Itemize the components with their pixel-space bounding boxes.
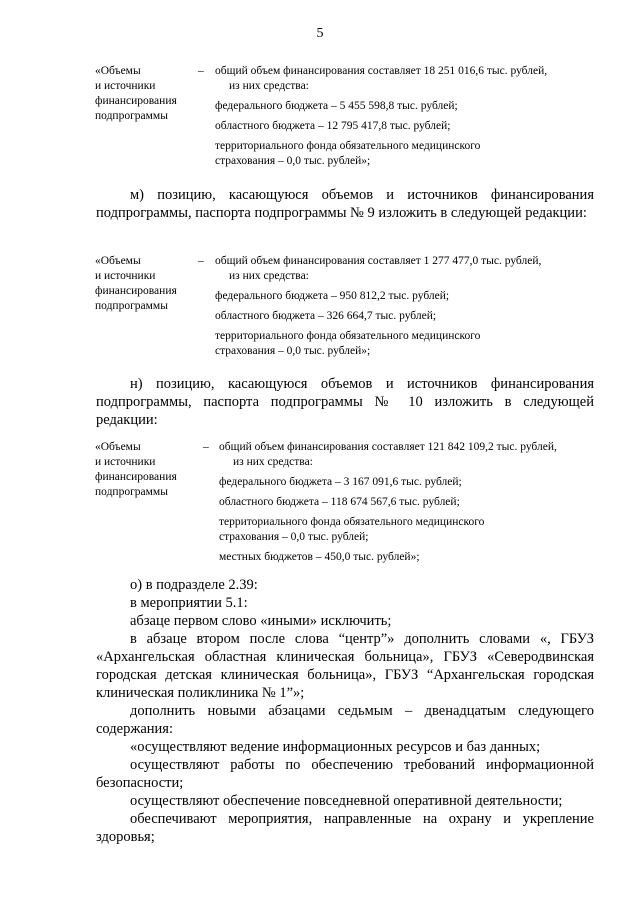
paragraph-q2: осуществляют работы по обеспечению требований информационной безопасности;	[96, 757, 594, 791]
block-body: общий объем финансирования составляет 121 842 109,2 тыс. рублей, из них средства: федерального бюджета – 3 167 091,6 тыс. рублей; областного бюджета – 118 674 567,6 тыс. рублей; территориального фонда обязательного медицинского страхования – 0,0 тыс. рублей; местных бюджетов – 450,0 тыс. рублей»;	[219, 441, 557, 563]
paragraph-abz2: в абзаце втором после слова “центр”» дополнить словами «, ГБУЗ «Архангельская областная клиническая больница», ГБУЗ «Северодвинская городская детская клиническая больница», ГБУЗ “Архангельская городская клиническая поликлиника № 1”»;	[96, 631, 594, 701]
dash: –	[203, 441, 209, 453]
block-label: «Объемы и источники финансирования подпрограммы	[95, 255, 177, 312]
paragraph-o: о) в подразделе 2.39:	[130, 577, 258, 593]
block-label: «Объемы и источники финансирования подпрограммы	[95, 65, 177, 122]
paragraph-add: дополнить новыми абзацами седьмым – двенадцатым следующего содержания:	[96, 703, 594, 737]
paragraph-event: в мероприятии 5.1:	[130, 595, 248, 611]
page-number: 5	[316, 26, 324, 41]
dash: –	[198, 255, 204, 267]
paragraph-q1: «осуществляют ведение информационных ресурсов и баз данных;	[130, 739, 541, 755]
dash: –	[198, 65, 204, 77]
paragraph-q3: осуществляют обеспечение повседневной оперативной деятельности;	[130, 793, 563, 809]
block-label: «Объемы и источники финансирования подпрограммы	[95, 441, 177, 498]
block-body: общий объем финансирования составляет 18 251 016,6 тыс. рублей, из них средства: федерального бюджета – 5 455 598,8 тыс. рублей; областного бюджета – 12 795 417,8 тыс. рублей; территориального фонда обязательного медицинского страхования – 0,0 тыс. рублей»;	[215, 65, 548, 167]
block-body: общий объем финансирования составляет 1 277 477,0 тыс. рублей, из них средства: федерального бюджета – 950 812,2 тыс. рублей; областного бюджета – 326 664,7 тыс. рублей; территориального фонда обязательного медицинского страхования – 0,0 тыс. рублей»;	[215, 255, 542, 357]
paragraph-q4: обеспечивают мероприятия, направленные на охрану и укрепление здоровья;	[96, 811, 594, 845]
paragraph-n: н) позицию, касающуюся объемов и источников финансирования подпрограммы, паспорта подпрограммы № 10 изложить в следующей редакции:	[96, 376, 594, 428]
paragraph-m: м) позицию, касающуюся объемов и источников финансирования подпрограммы, паспорта подпрограммы № 9 изложить в следующей редакции:	[96, 187, 594, 221]
paragraph-abz1: абзаце первом слово «иными» исключить;	[130, 613, 392, 629]
